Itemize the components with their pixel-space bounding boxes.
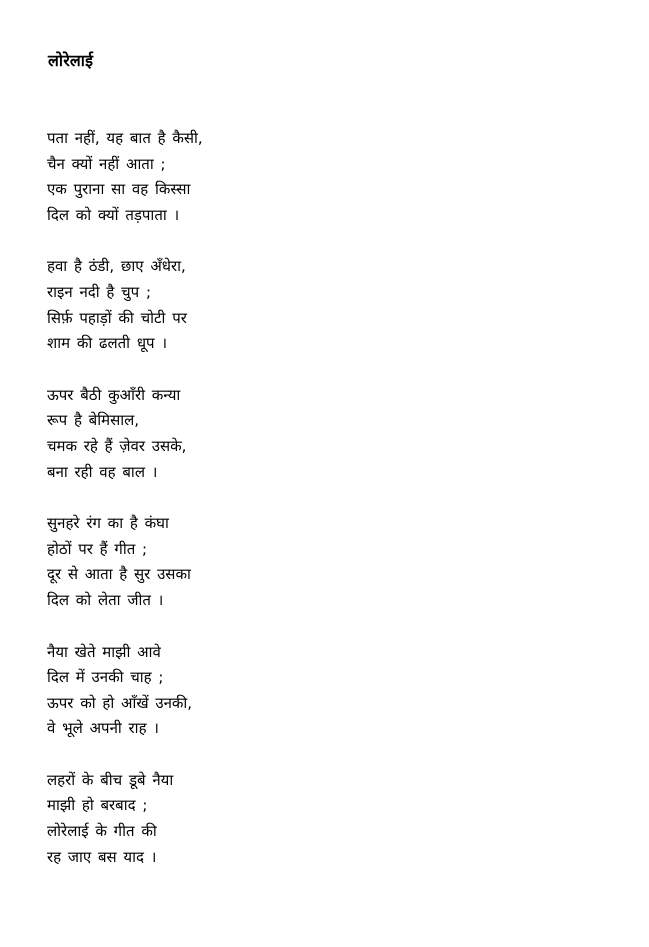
stanza-1 <box>47 126 607 228</box>
poem-line: चैन क्यों नहीं आता ; <box>47 154 166 173</box>
poem-line: पता नहीं, यह बात है कैसी, <box>47 129 203 147</box>
poem-line: एक पुराना सा वह किस्सा <box>47 180 191 199</box>
poem-line: दिल में उनकी चाह ; <box>47 668 164 687</box>
poem-line: सुनहरे रंग का है कंघा <box>47 514 169 533</box>
poem-line: चमक रहे हैं ज़ेवर उसके, <box>47 436 187 455</box>
poem-body <box>47 126 607 896</box>
poem-line: दिल को क्यों तड़पाता । <box>47 205 180 224</box>
poem-line: राइन नदी है चुप ; <box>47 282 152 301</box>
poem-line: ऊपर को हो आँखें उनकी, <box>47 693 193 712</box>
poem-title: लोरेलाई <box>48 51 94 70</box>
poem-line: रूप है बेमिसाल, <box>47 411 140 430</box>
poem-line: होठों पर हैं गीत ; <box>47 539 148 558</box>
poem-line: दिल को लेता जीत । <box>47 590 164 609</box>
stanza-4 <box>47 511 607 613</box>
stanza-2 <box>47 254 607 356</box>
poem-line: बना रही वह बाल । <box>47 462 158 481</box>
stanza-5 <box>47 640 607 742</box>
poem-line: रह जाए बस याद । <box>47 847 157 866</box>
poem-line: नैया खेते माझी आवे <box>47 642 161 661</box>
poem-line: ऊपर बैठी कुआँरी कन्या <box>47 385 181 404</box>
poem-line: माझी हो बरबाद ; <box>47 796 148 815</box>
stanza-6 <box>47 768 607 870</box>
stanza-3 <box>47 383 607 485</box>
poem-line: हवा है ठंडी, छाए अँधेरा, <box>47 257 186 276</box>
poem-line: शाम की ढलती धूप । <box>47 334 168 353</box>
poem-line: सिर्फ़ पहाड़ों की चोटी पर <box>47 308 187 327</box>
poem-line: लोरेलाई के गीत की <box>47 822 157 841</box>
poem-line: दूर से आता है सुर उसका <box>47 565 191 584</box>
poem-line: लहरों के बीच डूबे नैया <box>47 770 174 789</box>
poem-line: वे भूले अपनी राह । <box>47 719 159 738</box>
